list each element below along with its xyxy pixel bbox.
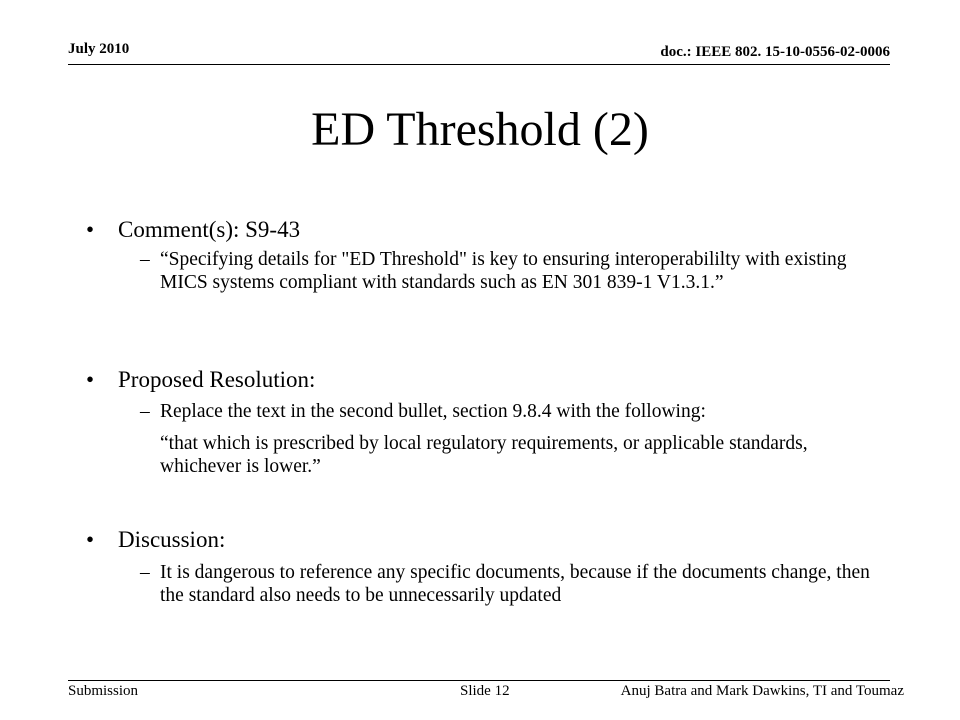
bullet-dot: • (86, 527, 95, 552)
footer-slide-number: Slide 12 (460, 683, 510, 699)
header-doc-id: doc.: IEEE 802. 15-10-0556-02-0006 (660, 44, 890, 60)
header-rule (68, 64, 890, 65)
section-label: Comment(s): S9-43 (118, 217, 301, 242)
header-date: July 2010 (68, 41, 130, 57)
slide-title: ED Threshold (2) (311, 103, 649, 156)
bullet-dot: • (86, 217, 95, 242)
sub-item-text: It is dangerous to reference any specific documents, because if the documents change, then the standard also needs to be unnecessarily updated (160, 562, 870, 606)
sub-item-text: “Specifying details for "ED Threshold" is key to ensuring interoperabililty with existing MICS systems compliant with standards such as EN 301 839-1 V1.3.1.” (160, 249, 847, 293)
footer-rule (68, 680, 890, 681)
footer-authors: Anuj Batra and Mark Dawkins, TI and Toumaz (620, 683, 904, 699)
sub-dash: – (140, 562, 150, 583)
footer-submission: Submission (68, 683, 139, 699)
bullet-dot: • (86, 367, 95, 392)
sub-item-text: Replace the text in the second bullet, section 9.8.4 with the following: (160, 401, 706, 422)
section-label: Discussion: (118, 527, 226, 552)
sub-dash: – (140, 401, 150, 422)
section-label: Proposed Resolution: (118, 367, 316, 392)
sub-item-text: “that which is prescribed by local regulatory requirements, or applicable standards, whichever is lower.” (160, 433, 808, 477)
sub-dash: – (140, 249, 150, 270)
